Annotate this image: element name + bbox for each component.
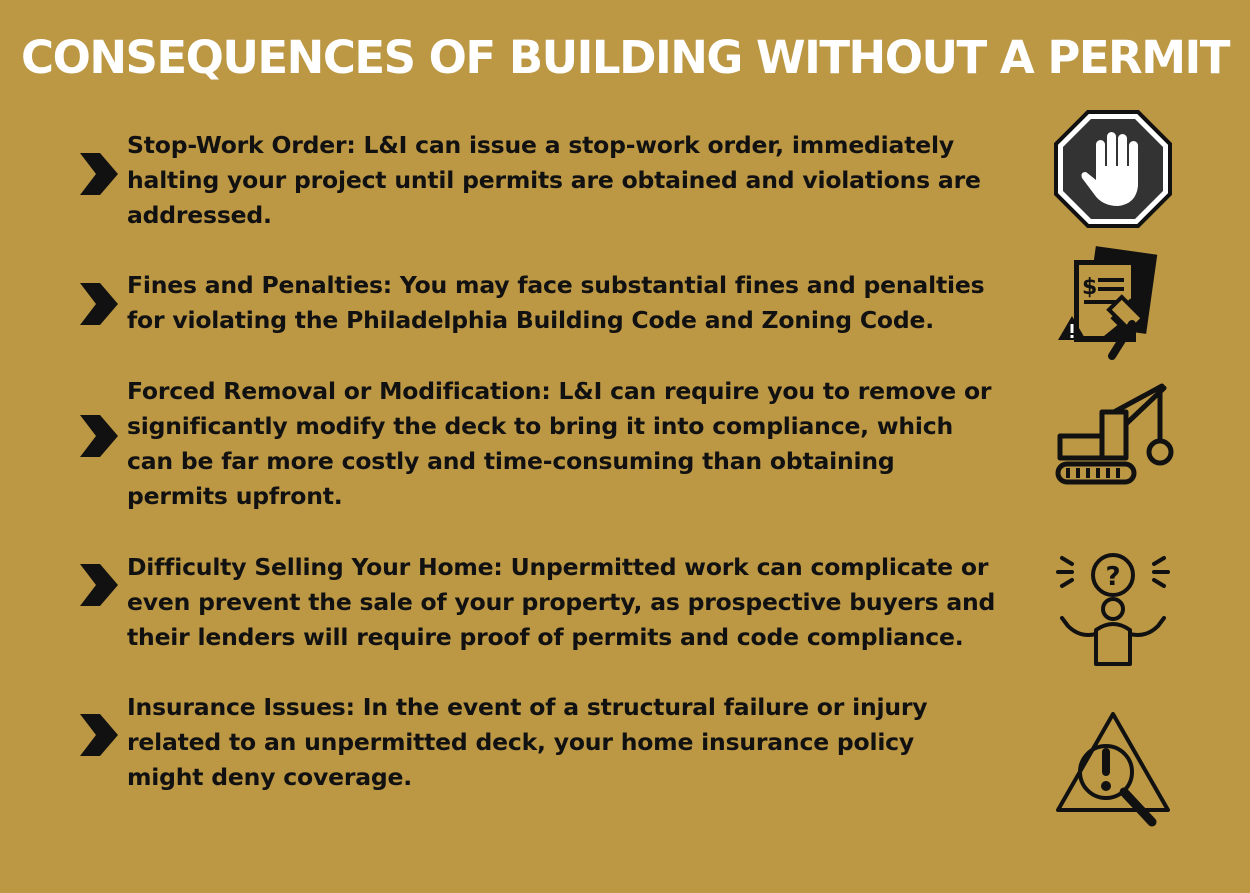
fine-document-gavel-icon xyxy=(1052,244,1174,366)
svg-text:$: $ xyxy=(1082,275,1098,300)
stop-hand-icon xyxy=(1052,108,1174,230)
confused-person-icon xyxy=(1052,548,1174,670)
chevron-right-icon xyxy=(78,413,120,459)
chevron-right-icon xyxy=(78,151,120,197)
excavator-wrecking-ball-icon xyxy=(1052,378,1174,500)
item-text-selling: Difficulty Selling Your Home: Unpermitted work can complicate or even prevent the sale of your property, as prospective buyers and their lenders will require proof of permits and code compliance. xyxy=(127,553,996,651)
item-text-stop-work: Stop-Work Order: L&I can issue a stop-work order, immediately halting your project until permits are obtained and violations are addressed. xyxy=(127,131,981,229)
item-text-fines: Fines and Penalties: You may face substantial fines and penalties for violating the Philadelphia Building Code and Zoning Code. xyxy=(127,271,985,334)
warning-magnifier-icon xyxy=(1052,708,1174,830)
item-text-insurance: Insurance Issues: In the event of a structural failure or injury related to an unpermitted deck, your home insurance policy might deny coverage. xyxy=(127,693,928,791)
chevron-right-icon xyxy=(78,562,120,608)
item-text-removal: Forced Removal or Modification: L&I can require you to remove or significantly modify the deck to bring it into compliance, which can be far more costly and time-consuming than obtaining permits upfront. xyxy=(127,377,992,510)
page-title: CONSEQUENCES OF BUILDING WITHOUT A PERMIT xyxy=(21,31,1229,84)
chevron-right-icon xyxy=(78,712,120,758)
chevron-right-icon xyxy=(78,281,120,327)
svg-text:?: ? xyxy=(1105,562,1121,592)
